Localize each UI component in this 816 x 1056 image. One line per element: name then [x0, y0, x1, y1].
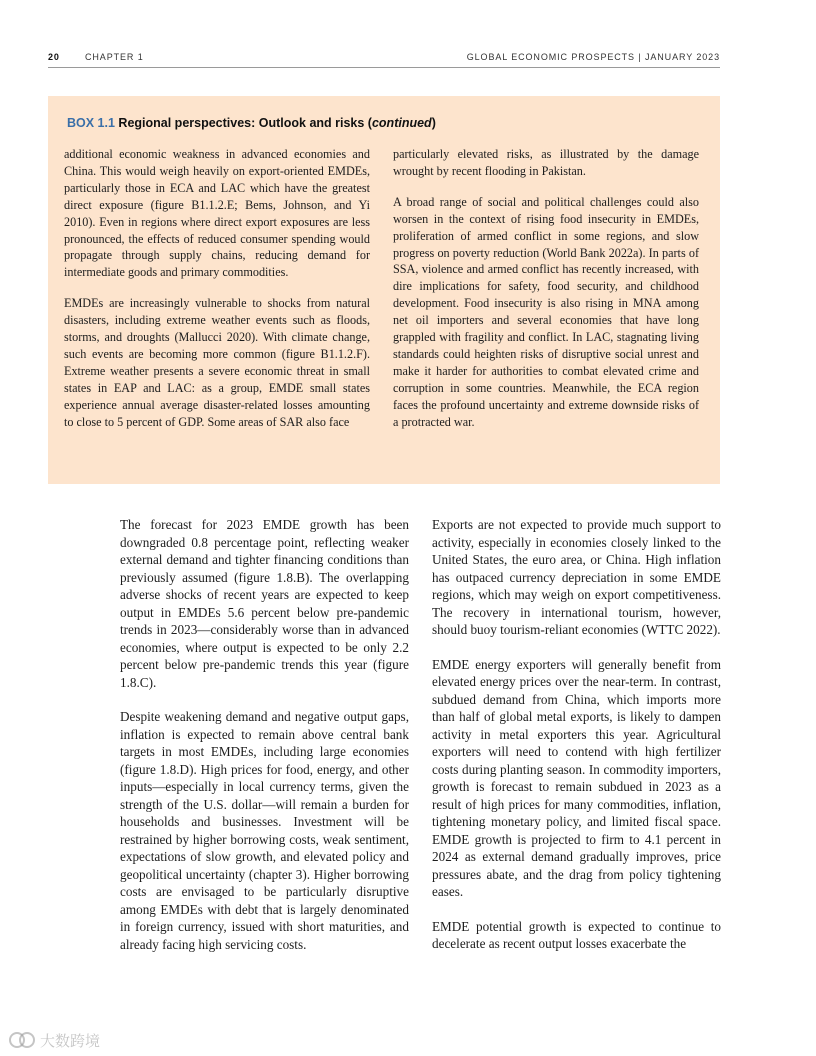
publication-title: GLOBAL ECONOMIC PROSPECTS | JANUARY 2023: [466, 52, 720, 62]
box-label: BOX 1.1: [67, 116, 115, 130]
watermark: [8, 1028, 118, 1052]
box-panel: [48, 96, 720, 484]
chapter-label: CHAPTER 1: [85, 52, 144, 62]
paragraph: EMDE energy exporters will generally benefit from elevated energy prices over the near-term. In contrast, subdued demand from China, which imports more than half of global metal exports, is likely to dampen activity in metal exporters this year. Agricultural exporters will need to contend with high fertilizer costs during planting season. In commodity importers, growth is forecast to remain subdued in 2023 as a result of high prices for many commodities, inflation, tightening monetary policy, and limited fiscal space. EMDE growth is projected to firm to 4.1 percent in 2024 as external demand gradually improves, price pressures abate, and the drag from policy tightening eases.: [432, 656, 721, 899]
header-divider: [48, 67, 720, 68]
box-left-column: [64, 146, 370, 445]
box-title-text: Regional perspectives: Outlook and risks (: [118, 116, 372, 130]
paragraph: Despite weakening demand and negative output gaps, inflation is expected to remain above central bank targets in most EMDEs, including large economies (figure 1.8.D). High prices for food, energy, and other inputs—especially in local currency terms, given the strength of the U.S. dollar—will remain a burden for households and businesses. Investment will be restrained by higher borrowing costs, weak sentiment, expectations of slow growth, and elevated policy and geopolitical uncertainty (chapter 3). Higher borrowing costs are envisaged to be particularly disruptive among EMDEs with debt that is largely denominated in foreign currency, issued with short maturities, and already facing high servicing costs.: [120, 709, 409, 952]
paragraph: additional economic weakness in advanced economies and China. This would weigh heavily on export-oriented EMDEs, particularly those in ECA and LAC which have the greatest direct exposure (figure B1.1.2.E; Bems, Johnson, and Yi 2010). Even in regions where direct export exposures are less pronounced, the effects of reduced consumer spending would propagate through supply chains, reducing demand for intermediate goods and primary commodities.: [64, 147, 370, 280]
paragraph: EMDEs are increasingly vulnerable to shocks from natural disasters, including extreme weather events such as floods, storms, and droughts (Mallucci 2020). With climate change, such events are becoming more common (figure B1.1.2.F). Extreme weather presents a severe economic threat in small states in EAP and LAC: as a group, EMDE small states experience annual average disaster-related losses amounting to close to 5 percent of GDP. Some areas of SAR also face: [64, 296, 370, 429]
running-header: [48, 52, 720, 68]
box-right-column: [393, 146, 699, 445]
page-number: 20: [48, 52, 60, 62]
paragraph: A broad range of social and political challenges could also worsen in the context of rising food insecurity in EMDEs, proliferation of armed conflict in some regions, and slow progress on poverty reduction (World Bank 2022a). In parts of SSA, violence and armed conflict has recently increased, with dire implications for safety, food security, and childhood development. Food insecurity is also rising in MNA among net oil importers and several economies that have long grappled with fragility and conflict. In LAC, stagnating living standards could heighten risks of disruptive social unrest and make it harder for authorities to combat elevated crime and corruption in some countries. Meanwhile, the ECA region faces the profound uncertainty and extreme downside risks of a protracted war.: [393, 194, 699, 429]
box-title-close: ): [431, 116, 436, 130]
box-title-continued: continued: [371, 116, 432, 130]
watermark-text: 大数跨境: [40, 1032, 101, 1050]
paragraph: EMDE potential growth is expected to continue to decelerate as recent output losses exacerbate the: [432, 918, 721, 951]
box-title: [67, 116, 707, 130]
watermark-logo-icon: [8, 1030, 36, 1050]
paragraph: Exports are not expected to provide much support to activity, especially in economies closely linked to the United States, the euro area, or China. High inflation has outpaced currency depreciation in some EMDE regions, which may weigh on export competitiveness. The recovery in international tourism, however, should buoy tourism-reliant economies (WTTC 2022).: [432, 517, 721, 637]
body-right-column: [432, 516, 721, 970]
paragraph: The forecast for 2023 EMDE growth has been downgraded 0.8 percentage point, reflecting weaker external demand and tighter financing conditions than previously assumed (figure 1.8.B). The overlapping adverse shocks of recent years are expected to keep output in EMDEs 5.6 percent below pre-pandemic trends in 2023—considerably worse than in advanced economies, where output is expected to be only 2.2 percent below pre-pandemic trends this year (figure 1.8.C).: [120, 517, 409, 690]
body-left-column: [120, 516, 409, 970]
paragraph: particularly elevated risks, as illustrated by the damage wrought by recent flooding in Pakistan.: [393, 147, 699, 178]
